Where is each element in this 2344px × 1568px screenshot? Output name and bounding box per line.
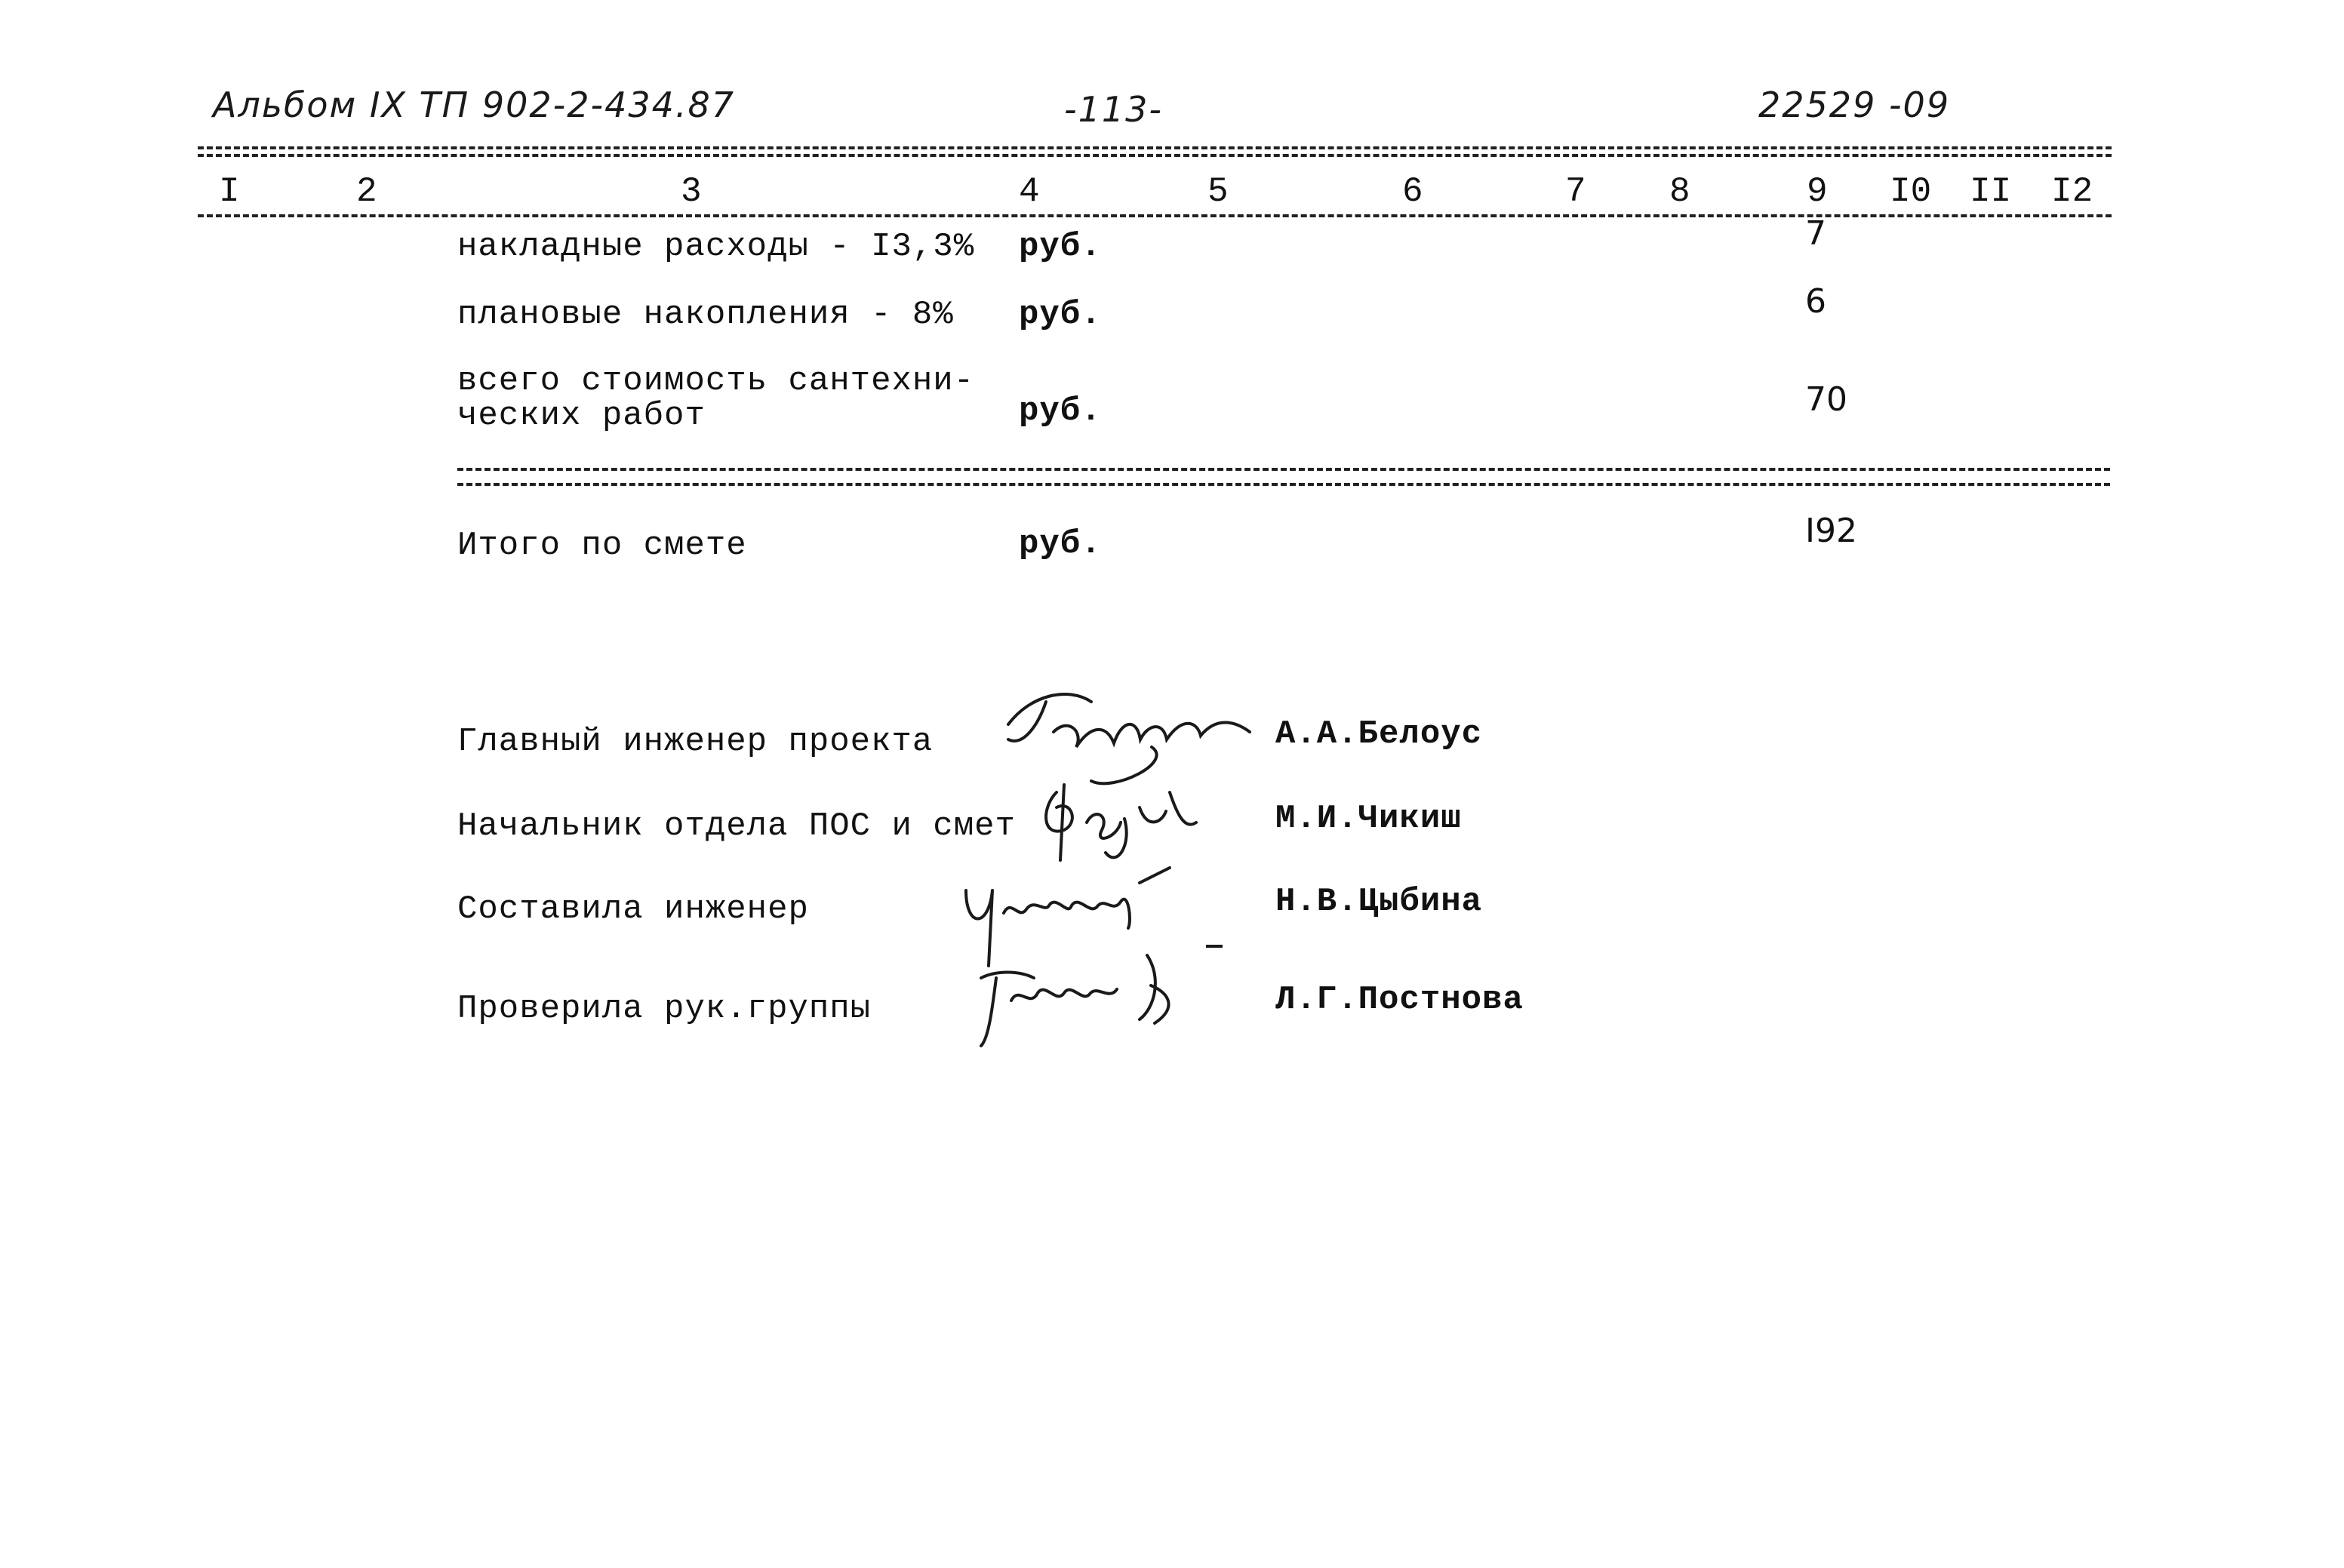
column-number: 4 (1019, 172, 1040, 211)
total-value: I92 (1805, 512, 1857, 550)
row-value: 6 (1805, 282, 1826, 321)
header-top-rule-2 (198, 154, 2112, 157)
column-number: I2 (2051, 172, 2093, 211)
row-name: накладные расходы - I3,3% (457, 228, 975, 266)
row-unit: руб. (1019, 228, 1102, 266)
signatory-name: Н.В.Цыбина (1275, 883, 1483, 921)
column-number: I0 (1890, 172, 1932, 211)
column-number: 9 (1807, 172, 1828, 211)
column-number: 8 (1669, 172, 1690, 211)
header-top-rule (198, 146, 2112, 149)
column-number: 6 (1402, 172, 1423, 211)
total-unit: руб. (1019, 525, 1102, 563)
row-name-line-2: ческих работ (457, 397, 706, 435)
column-number: 5 (1207, 172, 1229, 211)
signatory-name: А.А.Белоус (1275, 715, 1483, 753)
signatory-role: Проверила рук.группы (457, 990, 872, 1028)
album-reference: Альбом IX ТП 902-2-434.87 (213, 85, 736, 125)
subtotal-rule-2 (457, 483, 2110, 486)
signatory-name: М.И.Чикиш (1275, 800, 1462, 838)
column-number: 7 (1565, 172, 1586, 211)
column-number: 3 (681, 172, 702, 211)
column-number: I (219, 172, 240, 211)
column-number: II (1970, 172, 2012, 211)
row-name: плановые накопления - 8% (457, 296, 954, 334)
row-name-line-1: всего стоимость сантехни- (457, 362, 975, 400)
signatory-role: Начальник отдела ПОС и смет (457, 807, 1016, 845)
subtotal-rule (457, 468, 2110, 471)
row-unit: руб. (1019, 392, 1102, 430)
row-value: 7 (1805, 214, 1826, 253)
signatory-role: Главный инженер проекта (457, 723, 934, 761)
page-number: -113- (1064, 89, 1163, 130)
signatory-role: Составила инженер (457, 890, 809, 928)
handwritten-signature (966, 948, 1223, 1065)
row-value: 70 (1805, 380, 1847, 419)
signatory-name: Л.Г.Постнова (1275, 981, 1524, 1019)
total-label: Итого по смете (457, 527, 747, 564)
column-number: 2 (356, 172, 377, 211)
row-unit: руб. (1019, 296, 1102, 334)
document-code: 22529 -09 (1758, 85, 1951, 125)
